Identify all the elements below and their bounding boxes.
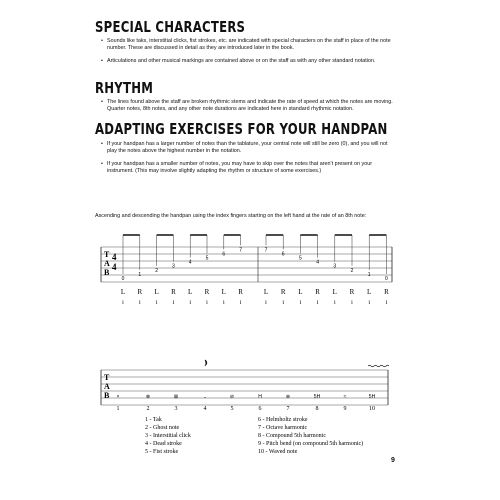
tab1-finger-label: i bbox=[351, 300, 353, 306]
tab2-symbol: H bbox=[258, 394, 262, 400]
tab1-finger-label: i bbox=[172, 300, 175, 306]
tab2-symbol: ≈ bbox=[343, 394, 347, 400]
tab1-finger-label: i bbox=[189, 300, 192, 306]
tab1-note-number: 7 bbox=[239, 247, 242, 254]
legend-item: 5 - Fist stroke bbox=[145, 449, 179, 455]
legend-item: 8 - Compound 5th harmonic bbox=[258, 433, 326, 439]
tab1-hand-label: L bbox=[263, 288, 269, 296]
tab1-note-number: 2 bbox=[350, 267, 354, 274]
tab1-finger-label: i bbox=[222, 300, 225, 306]
tab2-tab-clef-letter: B bbox=[104, 391, 110, 400]
tab1-note-number: 1 bbox=[367, 271, 371, 278]
tab2-number: 6 bbox=[258, 406, 262, 412]
tab1-hand-label: R bbox=[238, 288, 243, 296]
tab1-note-number: 2 bbox=[155, 267, 158, 274]
tab1-hand-label: L bbox=[298, 288, 303, 296]
bullet-adapting-2: • If your handpan has a smaller number of notes, you may have to skip over the notes that aren't present on your instrument. (This may involve slightly adapting the rhythm or structure of some exercises.) bbox=[107, 161, 397, 175]
legend-item: 1 - Tak bbox=[145, 417, 162, 423]
tab1-hand-label: L bbox=[332, 288, 337, 296]
tab1-note-number: 4 bbox=[188, 259, 192, 266]
tab1-finger-label: i bbox=[122, 300, 124, 306]
tab2-number: 2 bbox=[146, 406, 150, 412]
tab1-tab-clef-letter: B bbox=[104, 268, 110, 277]
tab1-note-number: 7 bbox=[264, 247, 268, 254]
legend-item: 4 - Dead stroke bbox=[145, 441, 182, 447]
tab1-finger-label: i bbox=[155, 300, 158, 306]
tab1-finger-label: i bbox=[265, 300, 267, 306]
tab1-hand-label: R bbox=[280, 288, 286, 296]
bullet-special-1: • Sounds like taks, interstitial clicks, fist strokes, etc. are indicated with special characters on the staff in place of the note number. These are discussed in detail as they are introduced later in the book. bbox=[107, 38, 397, 52]
tab2-symbol: ⊕ bbox=[285, 394, 291, 400]
tab2-number: 7 bbox=[286, 406, 290, 412]
tab2-symbol: 𝅘 bbox=[204, 394, 206, 400]
tab1-finger-label: i bbox=[368, 300, 371, 306]
tab1-finger-label: i bbox=[316, 300, 319, 306]
tab1-finger-label: i bbox=[299, 300, 302, 306]
tab1-finger-label: i bbox=[239, 300, 242, 306]
bullet-special-2: • Articulations and other musical markings are contained above or on the staff as with any other standard notation. bbox=[107, 58, 397, 65]
tab2-number: 9 bbox=[343, 406, 347, 412]
tab2-symbol: 5H bbox=[313, 394, 321, 400]
bullet-adapting-1: • If your handpan has a larger number of notes than the tablature, your central note will still be zero (0), and you will not play the notes above the highest number in the notation. bbox=[107, 141, 397, 155]
bullet-rhythm-1: • The lines found above the staff are broken rhythmic stems and indicate the rate of speed at which the notes are moving. Quarter notes, 8th notes, and any other note durations are indicated here in standard rhythmic notation. bbox=[107, 99, 397, 113]
tab1-hand-label: R bbox=[137, 288, 143, 296]
tab2-tab-clef-letter: T bbox=[104, 373, 110, 382]
tab1-hand-label: L bbox=[120, 288, 126, 296]
tab2-symbol: × bbox=[116, 394, 120, 400]
tab2-symbol: ⊘ bbox=[229, 394, 235, 400]
tab2-symbol: ⊗ bbox=[145, 394, 151, 400]
tab2-symbol: ⊠ bbox=[173, 394, 179, 400]
tab1-note-number: 0 bbox=[121, 276, 125, 282]
tab1-time-signature-digit: 4 bbox=[112, 262, 117, 272]
tab1-hand-label: R bbox=[384, 288, 389, 296]
page-number: 9 bbox=[391, 457, 395, 464]
tab1-hand-label: L bbox=[154, 288, 159, 296]
tab1-note-number: 5 bbox=[205, 255, 209, 262]
tab2-symbol: 5H bbox=[368, 394, 376, 400]
tab1-hand-label: L bbox=[367, 288, 372, 296]
heading-rhythm: RHYTHM bbox=[95, 79, 154, 97]
tab1-note-number: 4 bbox=[316, 259, 319, 266]
tab1-hand-label: R bbox=[204, 288, 210, 296]
tab1-finger-label: i bbox=[138, 300, 141, 306]
tab1-tab-clef-letter: A bbox=[104, 259, 110, 268]
heading-special-characters: SPECIAL CHARACTERS bbox=[95, 18, 246, 36]
legend-item: 10 - Waved note bbox=[258, 449, 298, 455]
exercise-caption: Ascending and descending the handpan using the index fingers starting on the left hand at the rate of an 8th note: bbox=[95, 213, 367, 219]
tab1-finger-label: i bbox=[333, 300, 336, 306]
tab1-hand-label: L bbox=[188, 288, 193, 296]
tab1-finger-label: i bbox=[385, 300, 388, 306]
tab1-finger-label: i bbox=[282, 300, 285, 306]
tab2-number: 5 bbox=[230, 406, 234, 412]
tab1-note-number: 6 bbox=[281, 251, 285, 258]
legend-item: 9 - Pitch bend (on compound 5th harmonic) bbox=[258, 441, 364, 447]
tab2-number: 1 bbox=[116, 406, 120, 412]
legend-item: 7 - Octave harmonic bbox=[258, 425, 308, 431]
tab1-note-number: 3 bbox=[333, 263, 337, 270]
tab2-number: 3 bbox=[174, 406, 178, 412]
tab1-time-signature-digit: 4 bbox=[112, 252, 117, 262]
legend-item: 3 - Interstitial click bbox=[145, 433, 191, 439]
tab1-note-number: 6 bbox=[222, 251, 226, 258]
heading-adapting: ADAPTING EXERCISES FOR YOUR HANDPAN bbox=[95, 120, 388, 138]
tab2-number: 10 bbox=[369, 406, 375, 412]
tab1-hand-label: R bbox=[349, 288, 355, 296]
tab1-note-number: 3 bbox=[172, 263, 175, 270]
tab1-finger-label: i bbox=[206, 300, 208, 306]
legend-item: 6 - Helmholtz stroke bbox=[258, 417, 308, 423]
tab2-eighth-mark bbox=[205, 360, 207, 366]
tab1-hand-label: R bbox=[315, 288, 320, 296]
tab1-hand-label: R bbox=[171, 288, 176, 296]
tab2-number: 4 bbox=[203, 406, 207, 412]
tab1-note-number: 5 bbox=[299, 255, 302, 262]
tab1-note-number: 1 bbox=[138, 271, 142, 278]
tab2-tab-clef-letter: A bbox=[104, 382, 110, 391]
tab1-note-number: 0 bbox=[385, 276, 388, 282]
tab2-number: 8 bbox=[315, 406, 319, 412]
tab2-wave-mark bbox=[368, 365, 389, 367]
legend-item: 2 - Ghost note bbox=[145, 425, 180, 431]
tab1-hand-label: L bbox=[221, 288, 226, 296]
tab1-tab-clef-letter: T bbox=[104, 250, 110, 259]
